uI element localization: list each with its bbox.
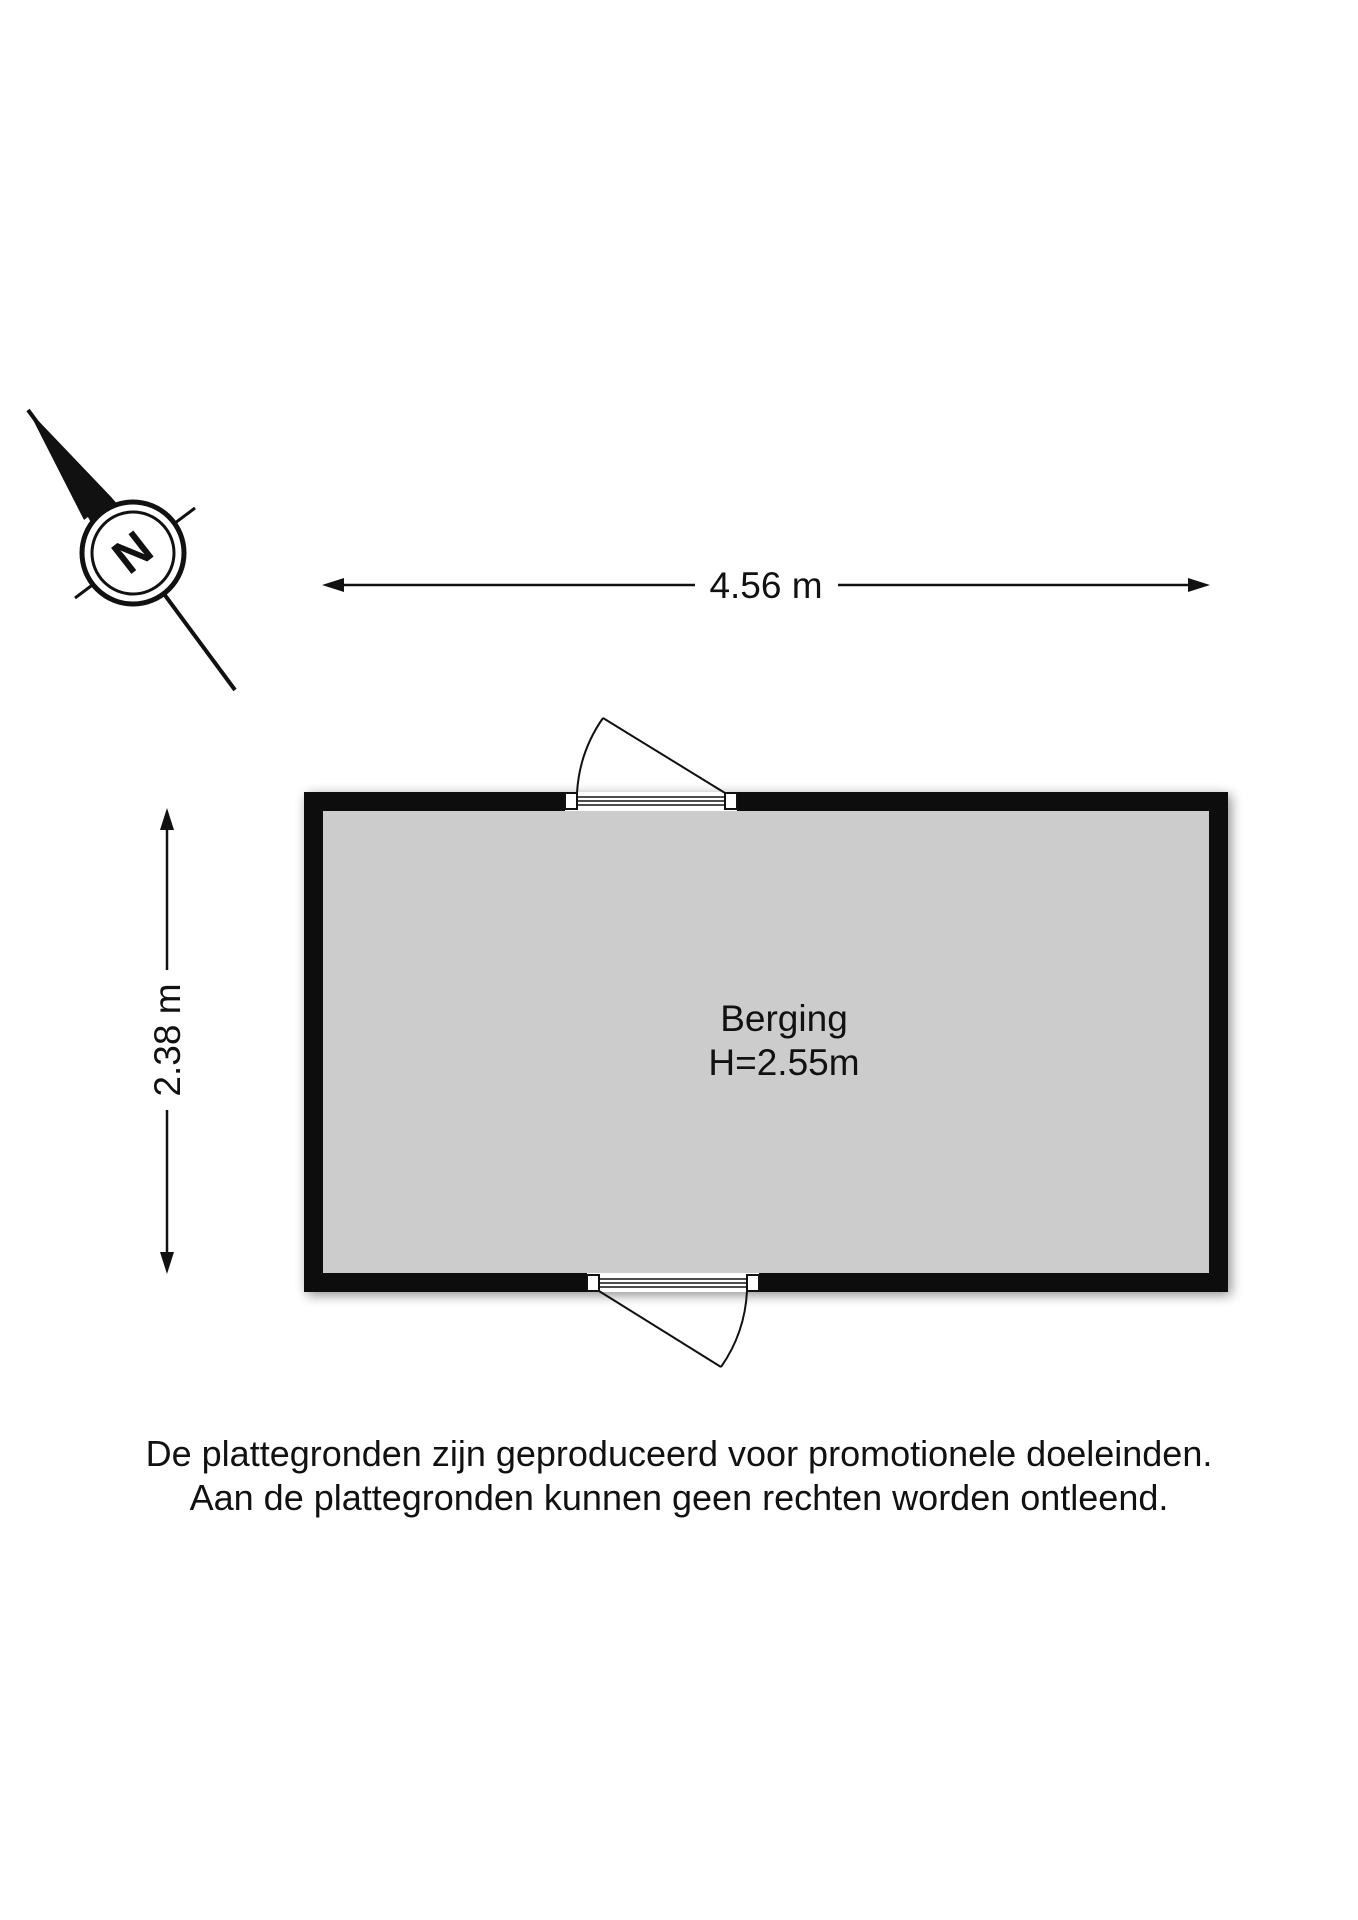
compass-label: N: [103, 521, 163, 585]
depth-label: 2.38 m: [147, 983, 188, 1097]
room-height: H=2.55m: [708, 1042, 860, 1083]
room-name: Berging: [720, 998, 848, 1039]
disclaimer-line-1: De plattegronden zijn geproduceerd voor promotionele doeleinden.: [145, 1433, 1213, 1474]
width-dimension: [322, 565, 1210, 606]
top-door: [565, 718, 737, 811]
disclaimer-line-2: Aan de plattegronden kunnen geen rechten worden ontleend.: [189, 1477, 1169, 1518]
depth-dimension: [147, 808, 188, 1274]
bottom-door: [587, 1273, 759, 1367]
width-label: 4.56 m: [709, 565, 823, 606]
north-arrow-icon: [28, 410, 235, 690]
